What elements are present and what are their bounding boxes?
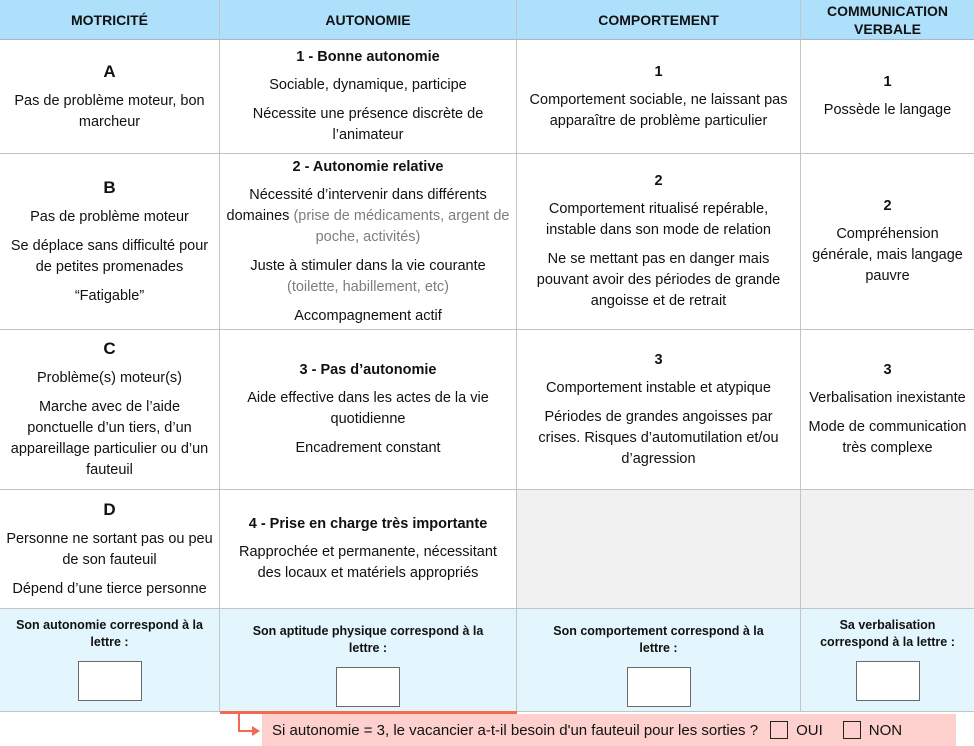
description [250, 256, 485, 298]
answer-label: Son aptitude physique correspond à la lettre : [252, 624, 484, 655]
comportement-3 [517, 330, 801, 490]
description: Mode de communication très complexe [808, 419, 967, 456]
description: Encadrement constant [295, 440, 441, 456]
answer-verbalisation [801, 609, 974, 712]
arrow-icon-branch [238, 730, 253, 732]
checkbox-non[interactable] [843, 721, 902, 739]
checkbox-icon[interactable] [843, 721, 861, 739]
description: Comportement instable et atypique [546, 379, 771, 396]
level-number: 3 [654, 351, 663, 368]
empty-cell [801, 490, 974, 609]
answer-aptitude-physique [220, 609, 517, 712]
answer-input-verbalisation[interactable] [856, 661, 920, 701]
motricite-c [0, 330, 220, 490]
description: Aide effective dans les actes de la vie quotidienne [247, 390, 489, 427]
description: Pas de problème moteur, bon marcheur [14, 92, 205, 130]
motricite-b [0, 154, 220, 330]
header-comportement: COMPORTEMENT [517, 0, 801, 40]
answer-label: Son autonomie correspond à la lettre : [16, 618, 203, 649]
description: Ne se mettant pas en danger mais pouvant avoir des périodes de grande angoisse et de retrait [536, 251, 781, 309]
description: Verbalisation inexistante [809, 390, 966, 406]
communication-3 [801, 330, 974, 490]
description: Marche avec de l’aide ponctuelle d’un tiers, d’un appareillage particulier ou d’un fauteuil [10, 399, 209, 478]
level-letter: A [103, 61, 116, 81]
comportement-1 [517, 40, 801, 154]
header-autonomie: AUTONOMIE [220, 0, 517, 40]
level-letter: D [103, 499, 116, 519]
autonomie-4 [220, 490, 517, 609]
description: Problème(s) moteur(s) [36, 370, 183, 386]
description: Personne ne sortant pas ou peu de son fauteuil [6, 530, 213, 568]
description: Dépend d’une tierce personne [12, 580, 207, 597]
description-note: (prise de médicaments, argent de poche, activités) [293, 207, 510, 245]
answer-input-aptitude-physique[interactable] [336, 667, 400, 707]
level-number: 3 [883, 362, 892, 378]
level-title: 1 - Bonne autonomie [296, 49, 440, 65]
autonomie-3 [220, 330, 517, 490]
description: Sociable, dynamique, participe [269, 77, 467, 93]
communication-1 [801, 40, 974, 154]
autonomie-2 [220, 154, 517, 330]
answer-label: Son comportement correspond à la lettre : [553, 624, 764, 655]
level-letter: C [103, 339, 116, 358]
description: “Fatigable” [74, 287, 145, 304]
description-main: Juste à stimuler dans la vie courante [250, 257, 486, 274]
answer-autonomie [0, 609, 220, 712]
description [226, 185, 510, 248]
arrow-right-icon [252, 726, 260, 736]
wheelchair-question [262, 714, 956, 746]
level-number: 1 [654, 63, 663, 80]
answer-comportement [517, 609, 801, 712]
description-main: Nécessité d’intervenir dans différents domaines [226, 186, 487, 224]
answer-label: Sa verbalisation correspond à la lettre : [820, 618, 955, 649]
checkbox-label: OUI [796, 721, 823, 739]
motricite-a [0, 40, 220, 154]
description: Possède le langage [823, 102, 952, 118]
level-number: 2 [654, 173, 663, 189]
description: Pas de problème moteur [30, 208, 189, 225]
checkbox-oui[interactable] [770, 721, 823, 739]
level-title: 4 - Prise en charge très importante [248, 516, 488, 532]
level-letter: B [103, 177, 116, 197]
level-number: 2 [883, 198, 892, 214]
level-number: 1 [883, 74, 892, 90]
header-communication-verbale [801, 0, 974, 40]
description: Comportement ritualisé repérable, instable dans son mode de relation [546, 201, 771, 238]
comportement-2 [517, 154, 801, 330]
description-note: (toilette, habillement, etc) [287, 278, 449, 295]
motricite-d [0, 490, 220, 609]
empty-cell [517, 490, 801, 609]
header-communication-label: COMMUNICATION VERBALE [826, 2, 949, 37]
checkbox-label: NON [868, 721, 903, 739]
description: Périodes de grandes angoisses par crises. Risques d’automutilation et/ou d’agression [538, 408, 779, 467]
description: Compréhension générale, mais langage pauvre [812, 226, 963, 284]
question-text: Si autonomie = 3, le vacancier a-t-il besoin d'un fauteuil pour les sorties ? [272, 721, 759, 739]
description: Nécessite une présence discrète de l’animateur [252, 106, 484, 143]
level-title: 3 - Pas d’autonomie [299, 362, 437, 378]
answer-input-autonomie[interactable] [78, 661, 142, 701]
description: Accompagnement actif [294, 307, 442, 324]
description: Se déplace sans difficulté pour de petites promenades [10, 237, 209, 275]
autonomie-1 [220, 40, 517, 154]
arrow-icon-stem [238, 713, 240, 731]
description: Comportement sociable, ne laissant pas apparaître de problème particulier [529, 91, 788, 129]
description: Rapprochée et permanente, nécessitant des locaux et matériels appropriés [239, 544, 497, 581]
level-title: 2 - Autonomie relative [292, 158, 444, 175]
checkbox-icon[interactable] [770, 721, 788, 739]
communication-2 [801, 154, 974, 330]
answer-input-comportement[interactable] [627, 667, 691, 707]
header-motricite: MOTRICITÉ [0, 0, 220, 40]
